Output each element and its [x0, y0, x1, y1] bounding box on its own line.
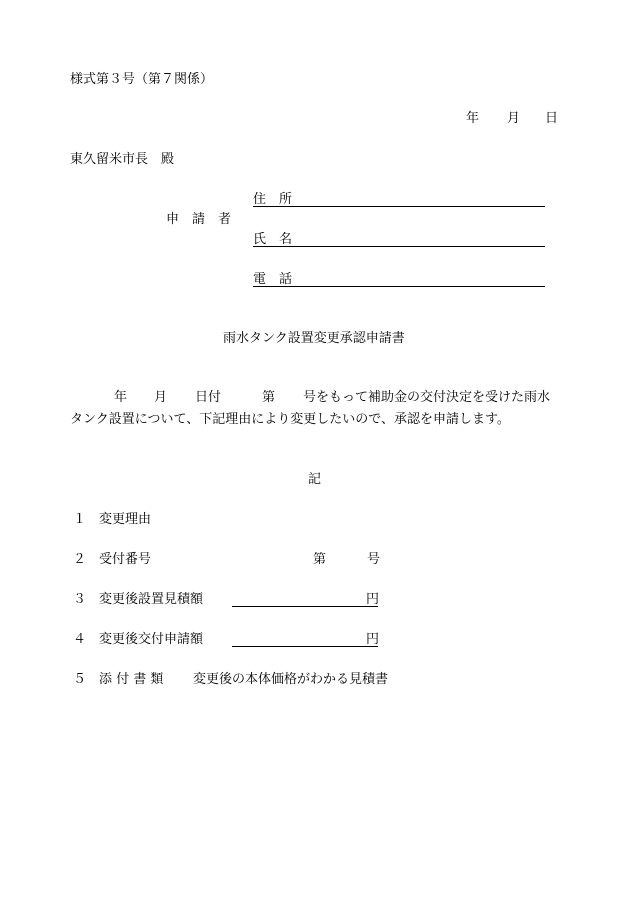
- body-day: 日付: [195, 390, 222, 405]
- application-amount-field[interactable]: [232, 646, 378, 647]
- receipt-dai: 第: [313, 552, 327, 567]
- item-number: ２: [73, 552, 87, 567]
- date-month: 月: [507, 111, 521, 126]
- body-dai: 第: [262, 390, 276, 405]
- form-number: 様式第３号（第７関係）: [70, 72, 214, 87]
- date-year: 年: [466, 111, 480, 126]
- address-label: 住 所: [253, 192, 293, 207]
- item-label: 添 付 書 類: [99, 672, 164, 687]
- yen-unit: 円: [366, 632, 380, 647]
- item-label: 変更後交付申請額: [99, 632, 204, 647]
- body-month: 月: [154, 390, 168, 405]
- body-line1-rest: 号をもって補助金の交付決定を受けた雨水: [303, 390, 551, 405]
- date-day: 日: [545, 111, 559, 126]
- item-number: ３: [73, 592, 87, 607]
- name-field[interactable]: [253, 246, 545, 247]
- estimate-amount-field[interactable]: [232, 606, 378, 607]
- phone-label: 電 話: [253, 272, 293, 287]
- item-number: ５: [73, 672, 87, 687]
- item-label: 変更理由: [99, 512, 152, 527]
- ki-heading: 記: [308, 472, 322, 487]
- address-field[interactable]: [253, 206, 545, 207]
- document-title: 雨水タンク設置変更承認申請書: [223, 331, 405, 346]
- name-label: 氏 名: [253, 232, 293, 247]
- attachment-description: 変更後の本体価格がわかる見積書: [193, 672, 389, 687]
- item-label: 変更後設置見積額: [99, 592, 204, 607]
- item-label: 受付番号: [99, 552, 152, 567]
- item-number: １: [73, 512, 87, 527]
- addressee: 東久留米市長 殿: [70, 152, 175, 167]
- applicant-label: 申 請 者: [166, 212, 232, 227]
- receipt-go: 号: [367, 552, 381, 567]
- body-year: 年: [114, 390, 128, 405]
- item-number: ４: [73, 632, 87, 647]
- phone-field[interactable]: [253, 286, 545, 287]
- body-line2: タンク設置について、下記理由により変更したいので、承認を申請します。: [70, 412, 510, 427]
- yen-unit: 円: [366, 592, 380, 607]
